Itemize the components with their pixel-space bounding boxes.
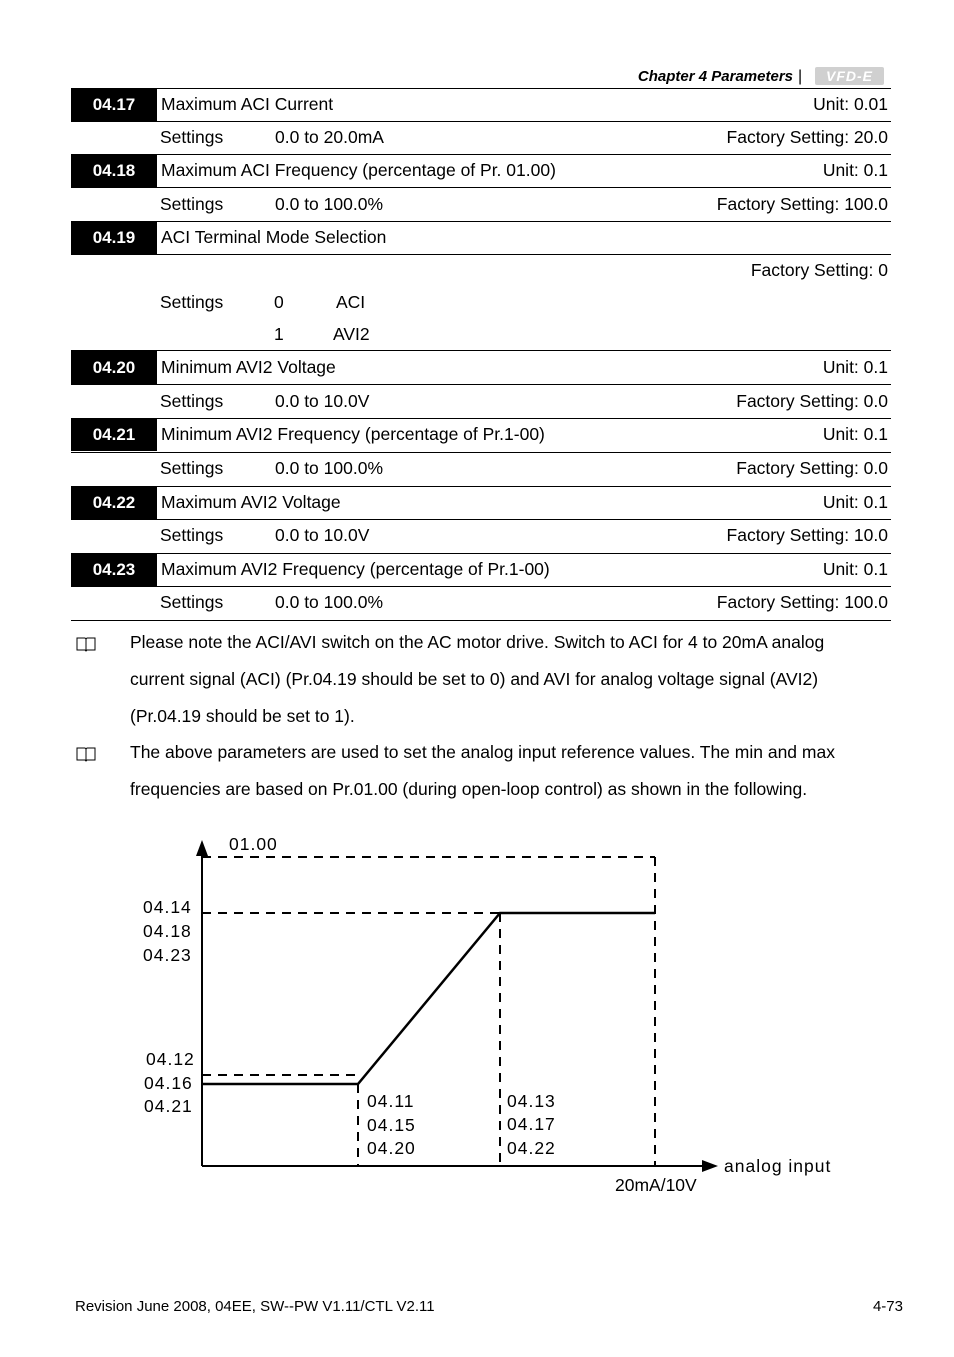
param-unit: Unit: 0.1 <box>822 160 888 180</box>
note-line: Please note the ACI/AVI switch on the AC motor drive. Switch to ACI for 4 to 20mA analog <box>130 632 825 652</box>
param-title: Minimum AVI2 Frequency (percentage of Pr.1-00) <box>161 424 545 444</box>
param-title: ACI Terminal Mode Selection <box>161 227 387 247</box>
option-label: ACI <box>336 292 366 312</box>
param-number: 04.21 <box>71 418 157 451</box>
x-low-label: 04.20 <box>367 1138 416 1158</box>
param-title: Maximum ACI Frequency (percentage of Pr. 01.00) <box>161 160 556 180</box>
note-line: current signal (ACI) (Pr.04.19 should be set to 0) and AVI for analog voltage signal (AVI2) <box>130 669 819 689</box>
option-value: 0 <box>274 292 284 312</box>
high-label: 04.18 <box>143 921 192 941</box>
option-label: AVI2 <box>333 324 370 344</box>
x-high-label: 04.22 <box>507 1138 556 1158</box>
high-label: 04.14 <box>143 897 192 917</box>
param-title: Minimum AVI2 Voltage <box>161 357 336 377</box>
settings-label: Settings <box>160 194 224 214</box>
low-label: 04.21 <box>144 1096 193 1116</box>
settings-label: Settings <box>160 525 224 545</box>
param-title: Maximum ACI Current <box>161 94 334 114</box>
factory-setting: Factory Setting: 100.0 <box>716 194 888 214</box>
param-unit: Unit: 0.1 <box>822 424 888 444</box>
param-unit: Unit: 0.1 <box>822 492 888 512</box>
x-high-label: 04.13 <box>507 1091 556 1111</box>
option-value: 1 <box>274 324 284 344</box>
x-axis-label: analog input <box>724 1156 832 1176</box>
note-line: The above parameters are used to set the analog input reference values. The min and max <box>130 742 835 762</box>
settings-range: 0.0 to 100.0% <box>275 458 383 478</box>
output-curve <box>202 913 655 1084</box>
factory-setting: Factory Setting: 10.0 <box>726 525 888 545</box>
settings-range: 0.0 to 100.0% <box>275 194 383 214</box>
settings-label: Settings <box>160 592 224 612</box>
param-number: 04.20 <box>71 351 157 384</box>
x-axis-arrow-icon <box>702 1160 718 1172</box>
param-unit: Unit: 0.01 <box>813 94 888 114</box>
factory-setting: Factory Setting: 0.0 <box>736 458 888 478</box>
param-unit: Unit: 0.1 <box>822 357 888 377</box>
factory-setting: Factory Setting: 100.0 <box>716 592 888 612</box>
settings-range: 0.0 to 100.0% <box>275 592 383 612</box>
settings-label: Settings <box>160 292 224 312</box>
settings-label: Settings <box>160 127 224 147</box>
factory-setting: Factory Setting: 0.0 <box>736 391 888 411</box>
param-number: 04.22 <box>71 486 157 519</box>
note-line: (Pr.04.19 should be set to 1). <box>130 706 355 726</box>
param-number: 04.23 <box>71 553 157 586</box>
y-axis-arrow-icon <box>196 840 208 856</box>
y-top-label: 01.00 <box>229 834 278 854</box>
factory-setting: Factory Setting: 20.0 <box>726 127 888 147</box>
x-low-label: 04.11 <box>367 1091 415 1111</box>
header-separator: | <box>798 68 803 85</box>
settings-range: 0.0 to 10.0V <box>275 525 370 545</box>
param-number: 04.19 <box>71 221 157 254</box>
settings-range: 0.0 to 20.0mA <box>275 127 384 147</box>
param-number: 04.18 <box>71 154 157 187</box>
factory-setting: Factory Setting: 0 <box>750 260 888 280</box>
x-max-label: 20mA/10V <box>615 1175 697 1195</box>
logo-text: VFD-E <box>826 68 873 84</box>
param-title: Maximum AVI2 Voltage <box>161 492 341 512</box>
chapter-title: Chapter 4 Parameters <box>637 68 793 85</box>
settings-label: Settings <box>160 391 224 411</box>
x-low-label: 04.15 <box>367 1115 416 1135</box>
revision-info: Revision June 2008, 04EE, SW--PW V1.11/CTL V2.11 <box>75 1298 435 1315</box>
settings-label: Settings <box>160 458 224 478</box>
param-title: Maximum AVI2 Frequency (percentage of Pr.1-00) <box>161 559 550 579</box>
param-number: 04.17 <box>71 88 157 121</box>
note-line: frequencies are based on Pr.01.00 (during open-loop control) as shown in the following. <box>130 779 808 799</box>
x-high-label: 04.17 <box>507 1114 556 1134</box>
low-label: 04.12 <box>146 1049 195 1069</box>
param-unit: Unit: 0.1 <box>822 559 888 579</box>
low-label: 04.16 <box>144 1073 193 1093</box>
page-number: 4-73 <box>872 1298 903 1315</box>
high-label: 04.23 <box>143 945 192 965</box>
settings-range: 0.0 to 10.0V <box>275 391 370 411</box>
